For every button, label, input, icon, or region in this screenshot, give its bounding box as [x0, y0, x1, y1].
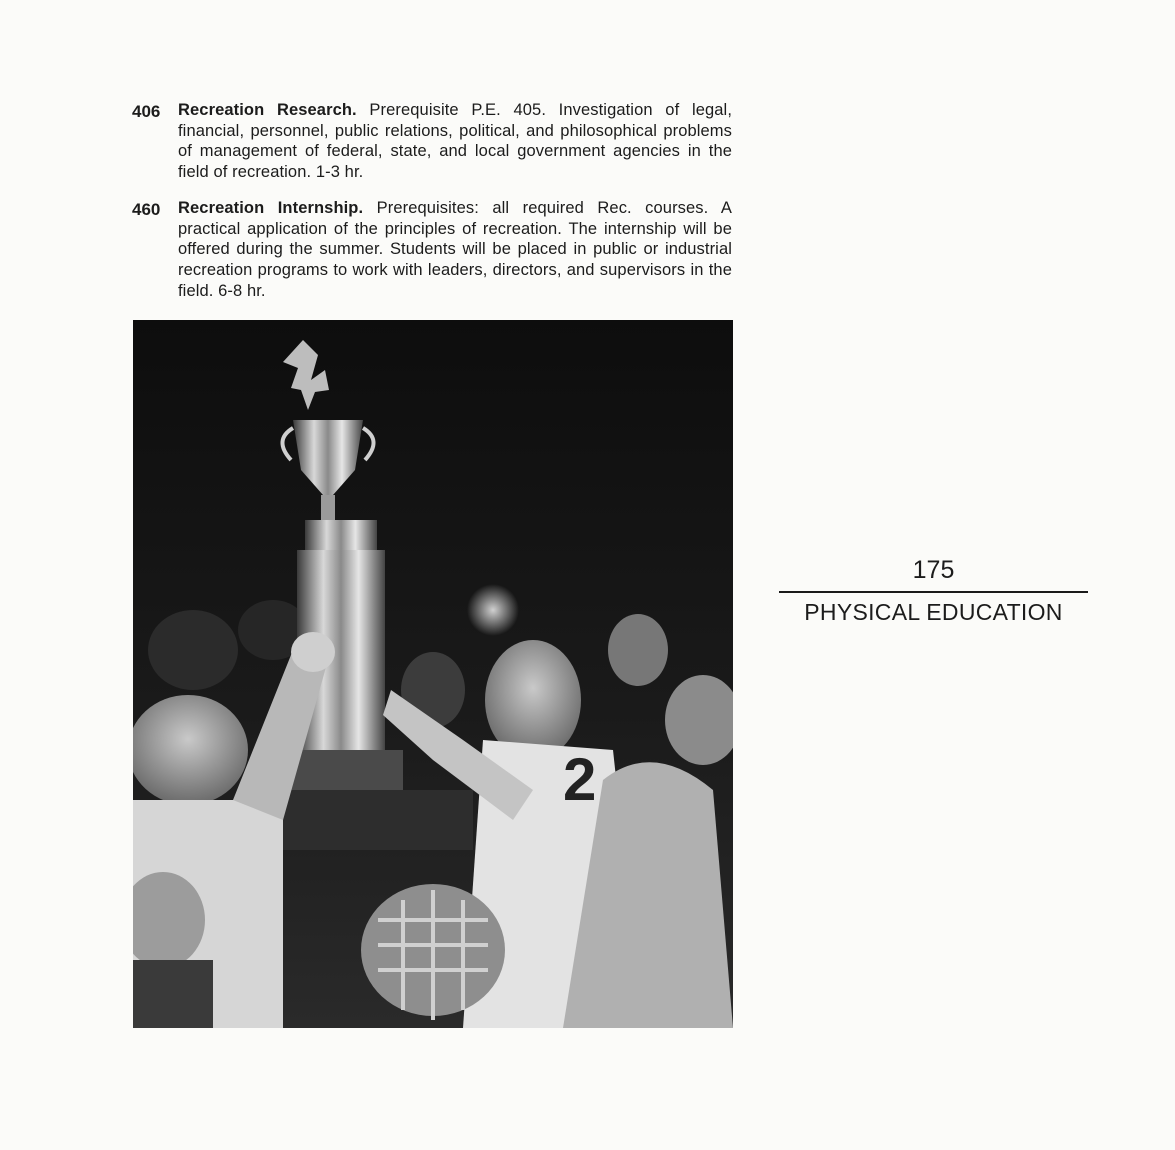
- photo-illustration: [133, 320, 733, 1028]
- course-number: 460: [132, 200, 161, 219]
- trophy-celebration-photo: [133, 320, 733, 1028]
- section-title: PHYSICAL EDUCATION: [804, 599, 1063, 625]
- course-text: [178, 198, 732, 302]
- svg-text:2: 2: [563, 746, 597, 813]
- course-text: [178, 100, 732, 183]
- course-entry-406: [132, 100, 732, 183]
- course-description: Prerequisites: all required Rec. courses. A practical application of the principles of recreation. The internship will be offered during the summer. Students will be placed in public or industrial recreation programs to work with leaders, directors, and supervisors in the field. 6-8 hr.: [178, 199, 732, 300]
- course-description: Prerequisite P.E. 405. Investigation of legal, financial, personnel, public relations, political, and philosophical problems of management of federal, state, and local government agencies in the field of recreation. 1-3 hr.: [178, 101, 732, 182]
- course-title: Recreation Research.: [178, 101, 357, 119]
- course-number: 406: [132, 102, 161, 121]
- course-title: Recreation Internship.: [178, 199, 364, 217]
- divider-rule: [779, 591, 1088, 593]
- page-number: 175: [912, 556, 955, 584]
- course-entry-460: [132, 198, 732, 302]
